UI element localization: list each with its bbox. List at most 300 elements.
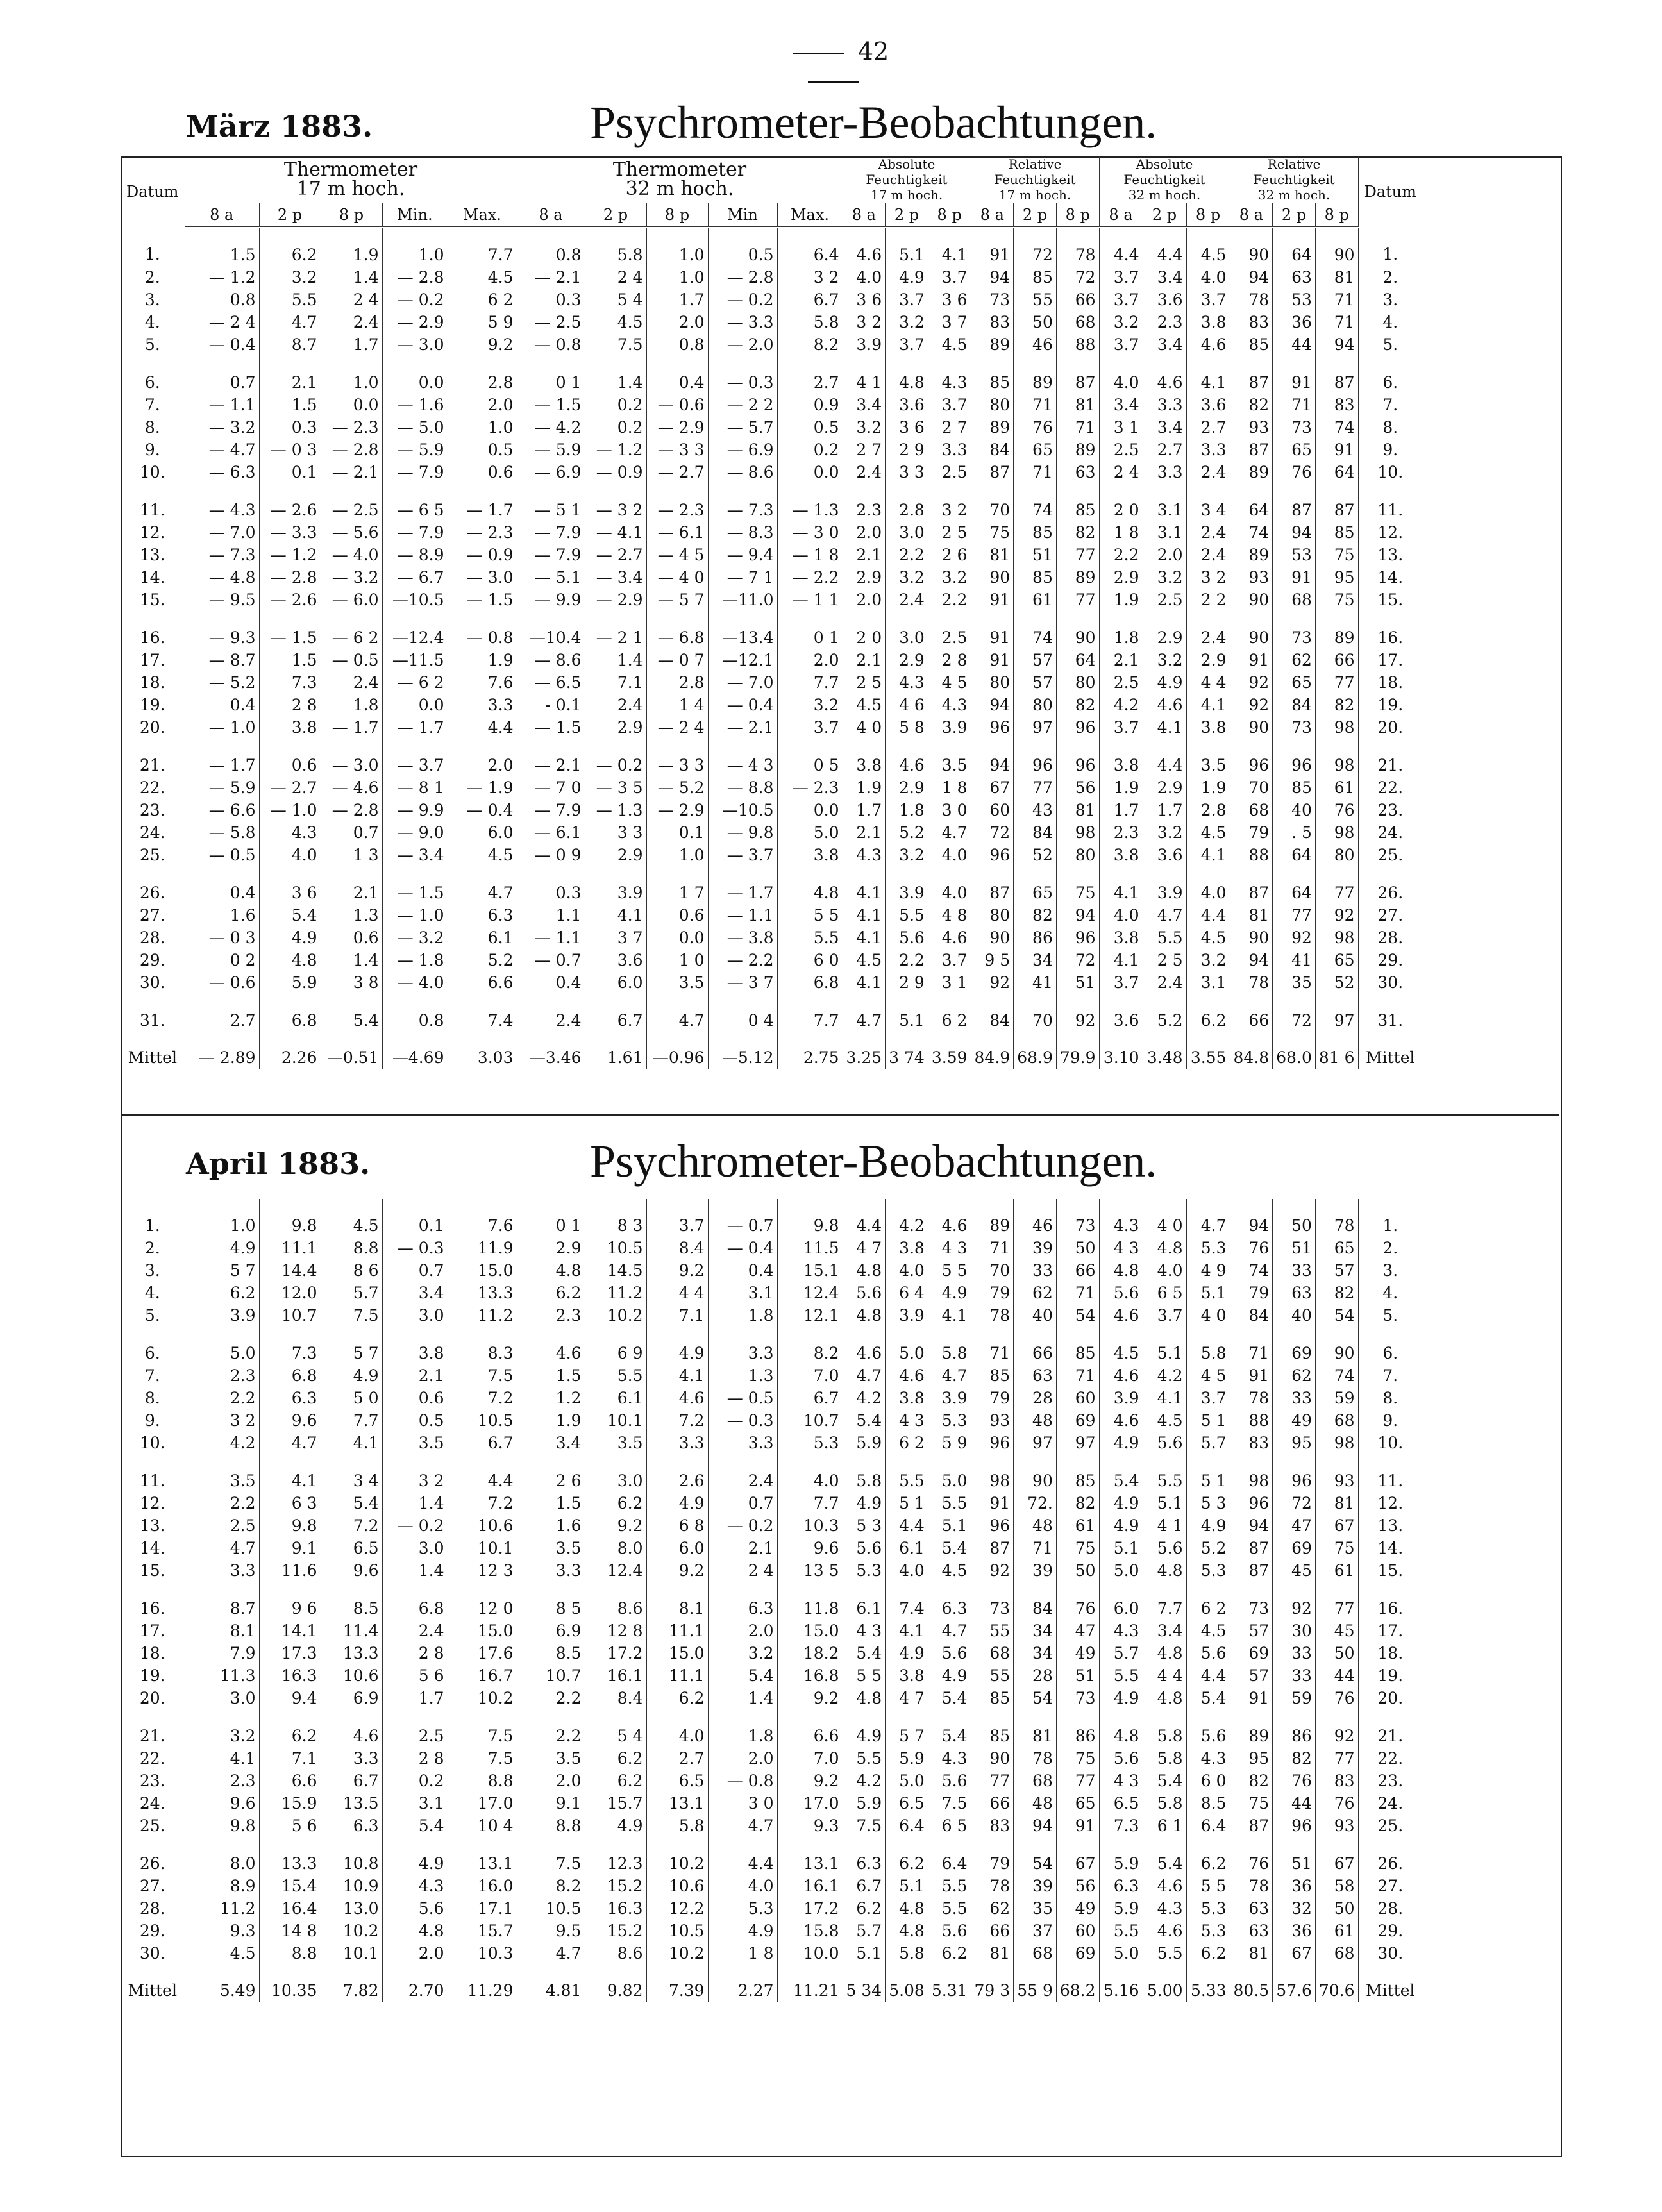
value-cell: 6.7 [777, 289, 843, 311]
table-row [121, 1920, 1422, 1942]
value-cell: 1.7 [382, 1687, 448, 1709]
value-cell: — 3.0 [448, 566, 517, 589]
value-cell: 2.4 [321, 671, 382, 694]
value-cell: — 5.2 [646, 776, 708, 799]
value-cell: 2.5 [1143, 589, 1186, 611]
value-cell: 3.4 [517, 1432, 585, 1454]
value-cell: 5.4 [259, 904, 321, 926]
value-cell: 73 [1273, 416, 1316, 439]
value-cell: 10.6 [448, 1514, 517, 1537]
date-cell: 29. [139, 1922, 165, 1940]
value-cell: 67 [1315, 1837, 1358, 1875]
value-cell: 15.1 [777, 1259, 843, 1282]
mean-label: Mittel [1358, 1032, 1422, 1069]
value-cell: 4.0 [886, 1259, 928, 1282]
value-cell: 3.7 [1143, 1304, 1186, 1327]
date-cell: 8. [1358, 416, 1422, 439]
value-cell: 1.0 [321, 356, 382, 394]
date-cell: 4. [1358, 311, 1422, 333]
value-cell: 16.1 [777, 1875, 843, 1897]
value-cell: 5.5 [1099, 1920, 1143, 1942]
value-cell: —10.5 [708, 799, 777, 821]
mean-cell: —4.69 [382, 1032, 448, 1069]
value-cell: 76 [1273, 1770, 1316, 1792]
value-cell: 12.2 [646, 1897, 708, 1920]
value-cell: 86 [1273, 1709, 1316, 1747]
value-cell: 4.8 [1143, 1237, 1186, 1259]
value-cell: 4.9 [1143, 671, 1186, 694]
value-cell: 68 [1056, 311, 1099, 333]
value-cell: 2.9 [886, 776, 928, 799]
value-cell: 54 [1056, 1304, 1099, 1327]
value-cell: 1.9 [1099, 776, 1143, 799]
value-cell: — 4.8 [185, 566, 259, 589]
table-row [121, 289, 1422, 311]
date-cell: 12. [139, 1494, 165, 1512]
value-cell: 3.3 [928, 439, 971, 461]
value-cell: 91 [971, 611, 1014, 649]
value-cell: 53 [1273, 289, 1316, 311]
date-cell: 3. [144, 1261, 160, 1280]
value-cell: 0.2 [585, 394, 646, 416]
value-cell: 5.6 [1099, 1282, 1143, 1304]
value-cell: 6 1 [1143, 1814, 1186, 1837]
value-cell: 2.1 [382, 1364, 448, 1387]
value-cell: 4 5 [928, 671, 971, 694]
value-cell: 7.5 [448, 1747, 517, 1770]
date-cell: 26. [139, 1854, 165, 1873]
value-cell: 96 [1056, 739, 1099, 776]
value-cell: 16.0 [448, 1875, 517, 1897]
value-cell: 3.3 [646, 1432, 708, 1454]
value-cell: 96 [1273, 1814, 1316, 1837]
value-cell: — 0.3 [708, 1409, 777, 1432]
value-cell: 8.3 [448, 1327, 517, 1364]
value-cell: 4.1 [886, 1620, 928, 1642]
value-cell: — 1.1 [517, 926, 585, 949]
value-cell: 1.2 [517, 1387, 585, 1409]
value-cell: 8.8 [448, 1770, 517, 1792]
value-cell: 58 [1315, 1875, 1358, 1897]
table-row [121, 1814, 1422, 1837]
value-cell: 0.7 [321, 821, 382, 844]
value-cell: 76 [1230, 1837, 1273, 1875]
value-cell: 4.8 [382, 1920, 448, 1942]
value-cell: 11.3 [185, 1664, 259, 1687]
value-cell: 3.7 [1099, 266, 1143, 289]
sub-triple-header: 8 a [1230, 203, 1273, 228]
value-cell: 33 [1273, 1387, 1316, 1409]
sub-t17-header: Max. [448, 203, 517, 228]
value-cell: 7.4 [886, 1582, 928, 1620]
sub-t32-header: 8 a [517, 203, 585, 228]
value-cell: 48 [1014, 1514, 1057, 1537]
mean-cell: 5.16 [1099, 1965, 1143, 2002]
value-cell: 73 [1273, 611, 1316, 649]
date-cell: 21. [139, 756, 165, 775]
value-cell: — 2.1 [517, 266, 585, 289]
table-maerz [121, 156, 1422, 1069]
value-cell: 4.1 [1186, 356, 1230, 394]
date-cell: 23. [139, 1772, 165, 1790]
value-cell: —10.4 [517, 611, 585, 649]
value-cell: 4.9 [708, 1920, 777, 1942]
value-cell: 2.9 [886, 649, 928, 671]
value-cell: 5.1 [1186, 1282, 1230, 1304]
value-cell: 71 [1056, 1282, 1099, 1304]
value-cell: 33 [1273, 1664, 1316, 1687]
value-cell: 81 [1056, 799, 1099, 821]
value-cell: 8.6 [585, 1942, 646, 1965]
value-cell: 86 [1056, 1709, 1099, 1747]
value-cell: 49 [1056, 1897, 1099, 1920]
value-cell: 4.3 [843, 844, 886, 866]
value-cell: 3.5 [585, 1432, 646, 1454]
value-cell: 2.6 [646, 1454, 708, 1492]
table-row [121, 1537, 1422, 1559]
value-cell: 4.8 [886, 1897, 928, 1920]
value-cell: 5.6 [843, 1537, 886, 1559]
value-cell: 28 [1014, 1664, 1057, 1687]
value-cell: 4.0 [928, 844, 971, 866]
value-cell: 5.4 [321, 994, 382, 1032]
value-cell: 92 [1230, 694, 1273, 716]
value-cell: — 4.3 [185, 483, 259, 521]
value-cell: 4.5 [843, 949, 886, 971]
value-cell: 6.5 [886, 1792, 928, 1814]
value-cell: 2 5 [928, 521, 971, 544]
table-row [121, 1709, 1422, 1747]
value-cell: 4.0 [259, 844, 321, 866]
value-cell: 2.0 [843, 521, 886, 544]
value-cell: 2.0 [382, 1942, 448, 1965]
value-cell: 2 7 [843, 439, 886, 461]
date-cell: 7. [1358, 394, 1422, 416]
value-cell: 8.5 [321, 1582, 382, 1620]
date-cell: 28. [1358, 926, 1422, 949]
table-row [121, 1642, 1422, 1664]
value-cell: — 8.9 [382, 544, 448, 566]
value-cell: 75 [1056, 1537, 1099, 1559]
value-cell: 2 6 [928, 544, 971, 566]
value-cell: 5.3 [1186, 1559, 1230, 1582]
value-cell: — 2.8 [321, 799, 382, 821]
value-cell: 5.2 [1186, 1537, 1230, 1559]
table-row [121, 1837, 1422, 1875]
value-cell: 11.8 [777, 1582, 843, 1620]
value-cell: 0 1 [777, 611, 843, 649]
value-cell: 96 [1273, 1454, 1316, 1492]
value-cell: 34 [1014, 949, 1057, 971]
value-cell: 3.7 [1186, 289, 1230, 311]
value-cell: 4.1 [928, 228, 971, 267]
value-cell: 1.9 [321, 228, 382, 267]
value-cell: 65 [1014, 439, 1057, 461]
value-cell: 13.1 [777, 1837, 843, 1875]
value-cell: 8.0 [585, 1537, 646, 1559]
date-cell: 14. [139, 568, 165, 587]
value-cell: 1.5 [259, 394, 321, 416]
value-cell: 10.7 [259, 1304, 321, 1327]
value-cell: 3 2 [382, 1454, 448, 1492]
value-cell: 85 [1056, 1454, 1099, 1492]
value-cell: 5 1 [886, 1492, 928, 1514]
value-cell: 90 [1014, 1454, 1057, 1492]
table-row [121, 1875, 1422, 1897]
value-cell: 2.2 [185, 1387, 259, 1409]
value-cell: — 1.7 [321, 716, 382, 739]
value-cell: 4.7 [708, 1814, 777, 1837]
value-cell: 8 6 [321, 1259, 382, 1282]
value-cell: 81 [971, 544, 1014, 566]
table-april [121, 1199, 1422, 2002]
value-cell: 2.4 [1143, 971, 1186, 994]
value-cell: 76 [1315, 799, 1358, 821]
value-cell: 17.2 [585, 1642, 646, 1664]
value-cell: 1.7 [843, 799, 886, 821]
value-cell: 8 5 [517, 1582, 585, 1620]
value-cell: 39 [1014, 1559, 1057, 1582]
value-cell: 5.4 [928, 1709, 971, 1747]
value-cell: — 5.2 [185, 671, 259, 694]
mean-cell: 3 74 [886, 1032, 928, 1069]
value-cell: 8.7 [185, 1582, 259, 1620]
value-cell: 2.4 [382, 1620, 448, 1642]
value-cell: 6.5 [321, 1537, 382, 1559]
value-cell: 3.2 [777, 694, 843, 716]
value-cell: 3.8 [886, 1387, 928, 1409]
value-cell: 72 [1056, 949, 1099, 971]
value-cell: 6.3 [843, 1837, 886, 1875]
value-cell: 3.8 [1099, 739, 1143, 776]
value-cell: 2.2 [517, 1709, 585, 1747]
value-cell: 9.2 [646, 1559, 708, 1582]
date-cell: 1. [1358, 228, 1422, 267]
value-cell: 16.3 [259, 1664, 321, 1687]
title-maerz: Psychrometer-Beobachtungen. [590, 97, 1157, 148]
value-cell: 4 5 [1186, 1364, 1230, 1387]
date-cell: 16. [139, 628, 165, 647]
value-cell: 70 [971, 1259, 1014, 1282]
value-cell: 2.4 [843, 461, 886, 483]
value-cell: 54 [1014, 1837, 1057, 1875]
value-cell: 54 [1315, 1304, 1358, 1327]
value-cell: — 0.2 [585, 739, 646, 776]
value-cell: 6.5 [1099, 1792, 1143, 1814]
value-cell: 75 [1056, 1747, 1099, 1770]
value-cell: 36 [1273, 311, 1316, 333]
value-cell: 2.0 [708, 1747, 777, 1770]
value-cell: — 0.5 [321, 649, 382, 671]
date-cell: 26. [139, 884, 165, 902]
value-cell: 6.7 [777, 1387, 843, 1409]
value-cell: — 7 1 [708, 566, 777, 589]
value-cell: 96 [1230, 739, 1273, 776]
value-cell: — 0.3 [708, 356, 777, 394]
value-cell: 7.7 [1143, 1582, 1186, 1620]
value-cell: 8.9 [185, 1875, 259, 1897]
value-cell: 0.5 [382, 1409, 448, 1432]
value-cell: 4.4 [448, 1454, 517, 1492]
value-cell: 4.6 [928, 1199, 971, 1237]
value-cell: 5.5 [843, 1747, 886, 1770]
value-cell: 96 [1273, 739, 1316, 776]
value-cell: 10.2 [646, 1837, 708, 1875]
value-cell: 3.2 [185, 1709, 259, 1747]
mean-cell: 5.31 [928, 1965, 971, 2002]
value-cell: 3 3 [886, 461, 928, 483]
table-row [121, 1432, 1422, 1454]
value-cell: 90 [1230, 926, 1273, 949]
value-cell: 4.4 [1186, 1664, 1230, 1687]
value-cell: 4.6 [886, 1364, 928, 1387]
value-cell: 10.2 [585, 1304, 646, 1327]
value-cell: 87 [1273, 483, 1316, 521]
value-cell: 5.8 [1143, 1792, 1186, 1814]
value-cell: — 1.6 [382, 394, 448, 416]
value-cell: 50 [1315, 1897, 1358, 1920]
value-cell: — 3.4 [585, 566, 646, 589]
table-row [121, 1582, 1422, 1620]
value-cell: 57 [1230, 1664, 1273, 1687]
mean-cell: 11.21 [777, 1965, 843, 2002]
value-cell: 6.2 [585, 1492, 646, 1514]
value-cell: 4.1 [259, 1454, 321, 1492]
value-cell: 5.8 [843, 1454, 886, 1492]
value-cell: 1.9 [448, 649, 517, 671]
value-cell: — 6.0 [321, 589, 382, 611]
value-cell: — 2.7 [646, 461, 708, 483]
value-cell: 1.8 [1099, 611, 1143, 649]
value-cell: 96 [971, 1432, 1014, 1454]
value-cell: 71 [1315, 311, 1358, 333]
mean-cell: 79.9 [1056, 1032, 1099, 1069]
value-cell: 4.5 [1143, 1409, 1186, 1432]
table-row [121, 483, 1422, 521]
mean-cell: 9.82 [585, 1965, 646, 2002]
value-cell: 1.5 [517, 1364, 585, 1387]
value-cell: 5.2 [448, 949, 517, 971]
value-cell: 5.0 [928, 1454, 971, 1492]
value-cell: 2.0 [777, 649, 843, 671]
date-cell: 25. [1358, 1814, 1422, 1837]
value-cell: 4.0 [1143, 1259, 1186, 1282]
value-cell: — 2.7 [259, 776, 321, 799]
value-cell: 1.7 [1099, 799, 1143, 821]
value-cell: — 6.1 [517, 821, 585, 844]
value-cell: — 2.9 [646, 416, 708, 439]
table-row [121, 461, 1422, 483]
value-cell: 4.0 [1186, 866, 1230, 904]
value-cell: 11.1 [646, 1664, 708, 1687]
value-cell: 46 [1014, 1199, 1057, 1237]
value-cell: 3.2 [928, 566, 971, 589]
date-cell: 7. [1358, 1364, 1422, 1387]
value-cell: 5.1 [886, 228, 928, 267]
value-cell: 84 [1273, 694, 1316, 716]
value-cell: 1.4 [585, 356, 646, 394]
value-cell: 2.9 [1143, 776, 1186, 799]
value-cell: 3.2 [708, 1642, 777, 1664]
mean-cell: 5.08 [886, 1965, 928, 2002]
value-cell: 81 [1014, 1709, 1057, 1747]
value-cell: 4.4 [448, 716, 517, 739]
value-cell: — 5.6 [321, 521, 382, 544]
value-cell: — 7.0 [185, 521, 259, 544]
value-cell: 9.8 [777, 1199, 843, 1237]
value-cell: 0.0 [382, 694, 448, 716]
value-cell: 80 [1315, 844, 1358, 866]
value-cell: 4.6 [1099, 1364, 1143, 1387]
value-cell: 96 [971, 1514, 1014, 1537]
value-cell: 84 [971, 439, 1014, 461]
value-cell: — 1.5 [517, 716, 585, 739]
value-cell: 71 [971, 1237, 1014, 1259]
value-cell: 10.7 [517, 1664, 585, 1687]
value-cell: 15.2 [585, 1875, 646, 1897]
date-cell: 10. [139, 1434, 165, 1452]
value-cell: 98 [1056, 821, 1099, 844]
value-cell: 2.0 [708, 1620, 777, 1642]
table-row [121, 356, 1422, 394]
value-cell: 3.5 [185, 1454, 259, 1492]
value-cell: 4.1 [185, 1747, 259, 1770]
value-cell: 11.6 [259, 1559, 321, 1582]
value-cell: 3.7 [1099, 716, 1143, 739]
sub-t32-header: Max. [777, 203, 843, 228]
value-cell: — 9.8 [708, 821, 777, 844]
value-cell: 7.3 [259, 1327, 321, 1364]
value-cell: 94 [971, 739, 1014, 776]
value-cell: 62 [971, 1897, 1014, 1920]
table-row [121, 1747, 1422, 1770]
table-row [121, 1409, 1422, 1432]
value-cell: — 0.2 [382, 1514, 448, 1537]
mean-cell: 68.2 [1056, 1965, 1099, 2002]
value-cell: 10 4 [448, 1814, 517, 1837]
value-cell: 5 6 [382, 1664, 448, 1687]
date-cell: 10. [1358, 1432, 1422, 1454]
value-cell: 4.1 [843, 866, 886, 904]
value-cell: 4.3 [928, 356, 971, 394]
value-cell: — 6.7 [382, 566, 448, 589]
value-cell: 6.1 [448, 926, 517, 949]
mean-label: Mittel [1358, 1965, 1422, 2002]
value-cell: 4 0 [1186, 1304, 1230, 1327]
value-cell: 57 [1230, 1620, 1273, 1642]
value-cell: 6.0 [585, 971, 646, 994]
value-cell: 72 [1014, 228, 1057, 267]
value-cell: 4.8 [517, 1259, 585, 1282]
value-cell: 0.6 [259, 739, 321, 776]
value-cell: 4.3 [1186, 1747, 1230, 1770]
value-cell: 61 [1315, 1559, 1358, 1582]
value-cell: 5 5 [1186, 1875, 1230, 1897]
value-cell: 1.8 [886, 799, 928, 821]
value-cell: 41 [1014, 971, 1057, 994]
value-cell: 2.8 [886, 483, 928, 521]
date-cell: 6. [1358, 1327, 1422, 1364]
value-cell: 15.2 [585, 1920, 646, 1942]
value-cell: 10.2 [448, 1687, 517, 1709]
value-cell: 3 2 [843, 311, 886, 333]
table-row [121, 949, 1422, 971]
value-cell: 78 [971, 1304, 1014, 1327]
value-cell: 85 [971, 1364, 1014, 1387]
value-cell: 12.4 [777, 1282, 843, 1304]
value-cell: 6.2 [585, 1770, 646, 1792]
value-cell: 85 [1230, 333, 1273, 356]
